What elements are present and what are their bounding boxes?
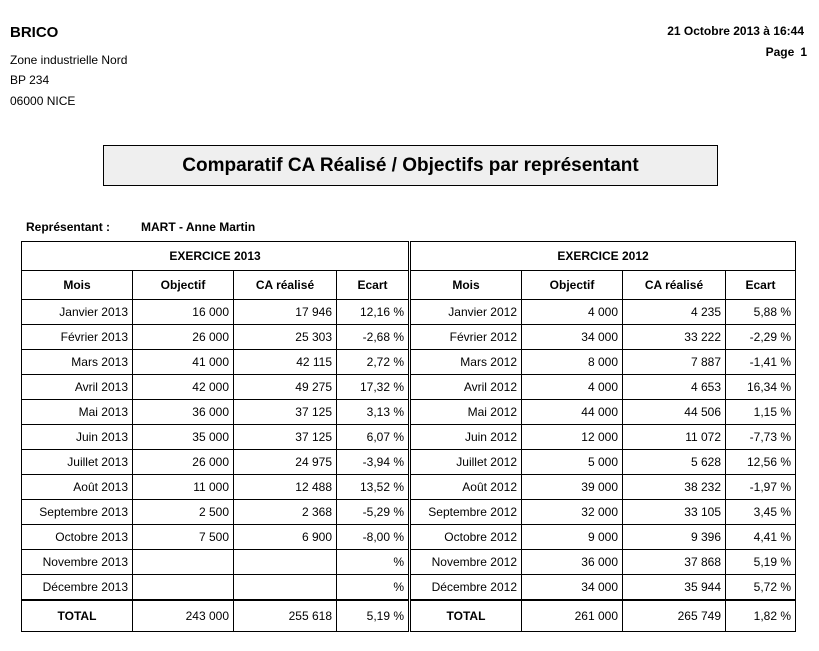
total-gap-cell: 1,82 % <box>726 600 796 632</box>
gap-cell: 3,45 % <box>726 500 796 525</box>
revenue-cell: 11 072 <box>623 425 726 450</box>
revenue-cell: 44 506 <box>623 400 726 425</box>
table-row <box>411 350 796 375</box>
table-row <box>411 300 796 325</box>
month-cell: Novembre 2012 <box>411 550 522 575</box>
revenue-cell: 7 887 <box>623 350 726 375</box>
month-cell: Mars 2012 <box>411 350 522 375</box>
month-cell: Juin 2012 <box>411 425 522 450</box>
objective-cell: 44 000 <box>522 400 623 425</box>
table-row <box>22 425 409 450</box>
month-cell: Décembre 2012 <box>411 575 522 601</box>
objective-cell: 12 000 <box>522 425 623 450</box>
revenue-cell: 37 125 <box>234 425 337 450</box>
table-row <box>22 525 409 550</box>
revenue-cell <box>234 550 337 575</box>
gap-cell: 12,56 % <box>726 450 796 475</box>
gap-cell: 4,41 % <box>726 525 796 550</box>
table-row <box>22 400 409 425</box>
revenue-cell: 37 868 <box>623 550 726 575</box>
objective-cell: 26 000 <box>133 450 234 475</box>
total-row <box>22 600 409 632</box>
revenue-cell: 9 396 <box>623 525 726 550</box>
total-objective-cell: 243 000 <box>133 600 234 632</box>
page-number: 1 <box>800 45 807 59</box>
objective-cell: 4 000 <box>522 300 623 325</box>
table-row <box>411 450 796 475</box>
col-header-month: Mois <box>22 271 133 300</box>
gap-cell: -2,29 % <box>726 325 796 350</box>
objective-cell: 26 000 <box>133 325 234 350</box>
revenue-cell: 35 944 <box>623 575 726 601</box>
representative-label: Représentant : <box>26 220 111 234</box>
objective-cell: 4 000 <box>522 375 623 400</box>
objective-cell: 8 000 <box>522 350 623 375</box>
objective-cell: 2 500 <box>133 500 234 525</box>
table-exercice-2013 <box>21 241 409 632</box>
total-label: TOTAL <box>411 600 522 632</box>
month-cell: Avril 2012 <box>411 375 522 400</box>
month-cell: Octobre 2012 <box>411 525 522 550</box>
month-cell: Novembre 2013 <box>22 550 133 575</box>
revenue-cell: 24 975 <box>234 450 337 475</box>
objective-cell: 42 000 <box>133 375 234 400</box>
revenue-cell: 49 275 <box>234 375 337 400</box>
representative-value: MART - Anne Martin <box>141 220 256 234</box>
revenue-cell: 33 222 <box>623 325 726 350</box>
objective-cell: 7 500 <box>133 525 234 550</box>
gap-cell: -2,68 % <box>337 325 409 350</box>
table-row <box>411 375 796 400</box>
revenue-cell: 25 303 <box>234 325 337 350</box>
month-cell: Février 2013 <box>22 325 133 350</box>
objective-cell <box>133 550 234 575</box>
revenue-cell: 37 125 <box>234 400 337 425</box>
objective-cell <box>133 575 234 601</box>
table-row <box>22 550 409 575</box>
month-cell: Décembre 2013 <box>22 575 133 601</box>
objective-cell: 36 000 <box>522 550 623 575</box>
company-name: BRICO <box>10 24 59 41</box>
gap-cell: -5,29 % <box>337 500 409 525</box>
gap-cell: -1,97 % <box>726 475 796 500</box>
gap-cell: 5,19 % <box>726 550 796 575</box>
objective-cell: 16 000 <box>133 300 234 325</box>
col-header-revenue: CA réalisé <box>234 271 337 300</box>
objective-cell: 34 000 <box>522 325 623 350</box>
table-row <box>22 575 409 601</box>
col-header-gap: Ecart <box>726 271 796 300</box>
table-row <box>411 475 796 500</box>
total-row <box>411 600 796 632</box>
objective-cell: 36 000 <box>133 400 234 425</box>
table-row <box>411 325 796 350</box>
total-objective-cell: 261 000 <box>522 600 623 632</box>
col-header-revenue: CA réalisé <box>623 271 726 300</box>
revenue-cell: 42 115 <box>234 350 337 375</box>
gap-cell: 6,07 % <box>337 425 409 450</box>
revenue-cell: 2 368 <box>234 500 337 525</box>
table-row <box>411 550 796 575</box>
gap-cell: 13,52 % <box>337 475 409 500</box>
month-cell: Août 2012 <box>411 475 522 500</box>
gap-cell: -3,94 % <box>337 450 409 475</box>
table-row <box>411 500 796 525</box>
month-cell: Juillet 2012 <box>411 450 522 475</box>
month-cell: Août 2013 <box>22 475 133 500</box>
month-cell: Juin 2013 <box>22 425 133 450</box>
gap-cell: 5,72 % <box>726 575 796 601</box>
col-header-objective: Objectif <box>133 271 234 300</box>
gap-cell: 1,15 % <box>726 400 796 425</box>
gap-cell: 5,88 % <box>726 300 796 325</box>
total-revenue-cell: 255 618 <box>234 600 337 632</box>
col-header-objective: Objectif <box>522 271 623 300</box>
report-datetime: 21 Octobre 2013 à 16:44 <box>667 24 804 38</box>
objective-cell: 9 000 <box>522 525 623 550</box>
revenue-cell: 5 628 <box>623 450 726 475</box>
revenue-cell: 12 488 <box>234 475 337 500</box>
table-row <box>411 400 796 425</box>
table-row <box>411 425 796 450</box>
table-row <box>22 475 409 500</box>
revenue-cell: 4 235 <box>623 300 726 325</box>
address-line-3: 06000 NICE <box>10 94 76 108</box>
table-row <box>22 325 409 350</box>
gap-cell: % <box>337 550 409 575</box>
col-header-month: Mois <box>411 271 522 300</box>
gap-cell: % <box>337 575 409 601</box>
objective-cell: 32 000 <box>522 500 623 525</box>
gap-cell: -7,73 % <box>726 425 796 450</box>
objective-cell: 34 000 <box>522 575 623 601</box>
revenue-cell: 6 900 <box>234 525 337 550</box>
month-cell: Avril 2013 <box>22 375 133 400</box>
table-row <box>22 375 409 400</box>
month-cell: Octobre 2013 <box>22 525 133 550</box>
total-gap-cell: 5,19 % <box>337 600 409 632</box>
gap-cell: -1,41 % <box>726 350 796 375</box>
revenue-cell: 38 232 <box>623 475 726 500</box>
objective-cell: 35 000 <box>133 425 234 450</box>
revenue-cell: 17 946 <box>234 300 337 325</box>
table-row <box>411 525 796 550</box>
gap-cell: 16,34 % <box>726 375 796 400</box>
month-cell: Janvier 2012 <box>411 300 522 325</box>
objective-cell: 11 000 <box>133 475 234 500</box>
gap-cell: 2,72 % <box>337 350 409 375</box>
table-exercice-2012 <box>410 241 796 632</box>
address-line-1: Zone industrielle Nord <box>10 53 128 67</box>
page-indicator <box>766 45 807 59</box>
address-line-2: BP 234 <box>10 73 50 87</box>
month-cell: Septembre 2013 <box>22 500 133 525</box>
table-row <box>22 500 409 525</box>
revenue-cell: 33 105 <box>623 500 726 525</box>
month-cell: Janvier 2013 <box>22 300 133 325</box>
gap-cell: 17,32 % <box>337 375 409 400</box>
table-row <box>411 575 796 601</box>
col-header-gap: Ecart <box>337 271 409 300</box>
month-cell: Mars 2013 <box>22 350 133 375</box>
gap-cell: -8,00 % <box>337 525 409 550</box>
month-cell: Mai 2012 <box>411 400 522 425</box>
table-row <box>22 450 409 475</box>
table-row <box>22 300 409 325</box>
exercice-title: EXERCICE 2013 <box>22 242 409 271</box>
total-label: TOTAL <box>22 600 133 632</box>
month-cell: Février 2012 <box>411 325 522 350</box>
total-revenue-cell: 265 749 <box>623 600 726 632</box>
gap-cell: 12,16 % <box>337 300 409 325</box>
gap-cell: 3,13 % <box>337 400 409 425</box>
table-row <box>22 350 409 375</box>
objective-cell: 5 000 <box>522 450 623 475</box>
page-label: Page <box>765 45 795 59</box>
month-cell: Septembre 2012 <box>411 500 522 525</box>
revenue-cell: 4 653 <box>623 375 726 400</box>
month-cell: Mai 2013 <box>22 400 133 425</box>
report-title: Comparatif CA Réalisé / Objectifs par représentant <box>103 145 718 186</box>
objective-cell: 39 000 <box>522 475 623 500</box>
revenue-cell <box>234 575 337 601</box>
objective-cell: 41 000 <box>133 350 234 375</box>
month-cell: Juillet 2013 <box>22 450 133 475</box>
exercice-title: EXERCICE 2012 <box>411 242 796 271</box>
